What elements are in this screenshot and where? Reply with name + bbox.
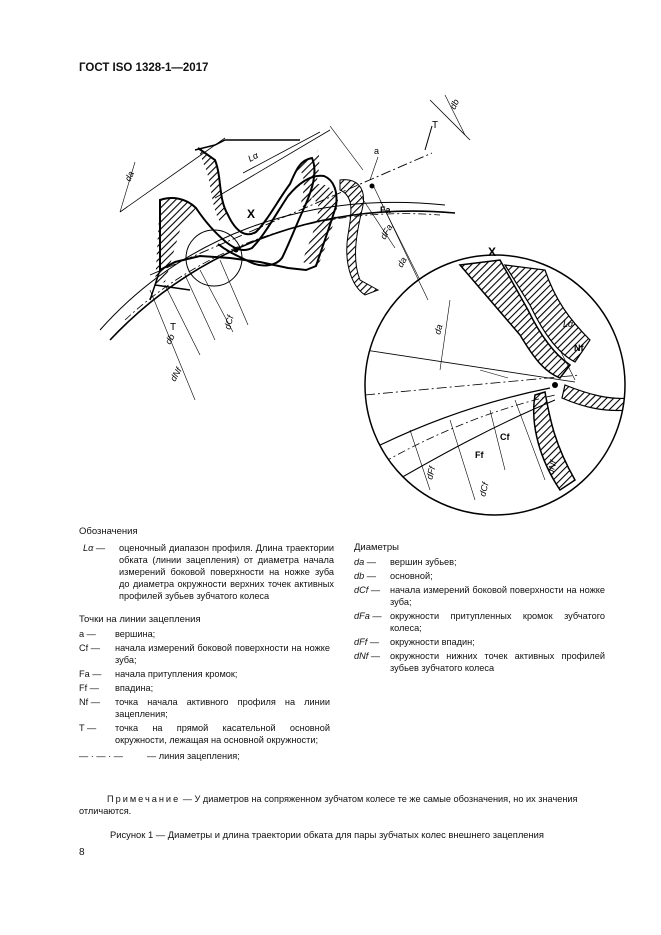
label-dcf-left: dCf [222,314,236,331]
label-da-right: dа [395,255,409,269]
label-db-left: db [163,332,177,346]
list-item: Nf — точка начала активного профиля на линии зацепления; [79,697,330,719]
label-t-left: T [170,322,177,333]
label-fa: Fa [380,205,391,215]
page-number: 8 [79,847,85,858]
label-x-detail: X [488,245,497,259]
list-item: a — вершина; [79,629,156,639]
points-title: Точки на линии зацепления [79,614,201,625]
list-item: dNf — окружности нижних точек активных профилей зубьев зубчатого колеса [354,651,605,673]
legend-la-row [79,542,339,602]
list-item: dFa — окружности притупленных кромок зубчатого колеса; [354,611,605,633]
list-item: Ff — впадина; [79,683,154,693]
upper-gear-hatch-1 [198,148,228,222]
label-x-main: X [247,207,256,221]
label-da-top: dа [122,169,137,183]
list-item: dа — вершин зубьев; [354,557,457,567]
label-db-top: db [447,97,462,111]
label-nf: Nf [574,343,584,353]
label-t-top: T [432,120,439,131]
list-item: dFf — окружности впадин; [354,637,475,647]
label-dcf-detail: dCf [477,481,491,498]
list-item: Fa — начала притупления кромок; [79,669,238,679]
list-item: db — основной; [354,571,433,581]
label-dnf-detail: dNf [545,459,559,476]
points-list [79,628,339,762]
note-label: Примечание [107,794,181,804]
note [79,793,619,817]
note-text: — У диаметров на сопряженном зубчатом колесе те же самые обозначения, но их значения отличаются. [79,794,578,816]
label-dfa-top: dFa [378,222,395,241]
list-item: T — точка на прямой касательной основной окружности, лежащая на основной окружности; [79,723,330,745]
diameters-list [354,556,614,674]
label-cf: Cf [500,432,510,442]
legend-left [79,526,339,762]
diameters-title: Диаметры [354,542,399,553]
label-ff: Ff [475,450,484,460]
line-of-action-symbol: — · — · — [79,751,123,761]
legend-title: Обозначения [79,526,138,537]
legend-la-sym: Lα — [83,543,106,553]
legend-la-text: оценочный диапазон профиля. Длина траектории обката (линии зацепления) от диаметра начала измерений боковой поверхности на ножке зуба до диаметра окружности верхних точек активных профилей зубьев зубчатого колеса [119,543,334,601]
label-da-detail: dа [432,323,445,336]
list-item: Cf — начала измерений боковой поверхности на ножке зуба; [79,643,330,665]
detail-arc-1 [370,388,550,450]
label-la-detail: Lα [563,319,574,329]
label-a: a [374,146,380,156]
document-header: ГОСТ ISO 1328-1—2017 [79,62,209,74]
label-la-top: Lα [246,150,260,164]
legend-right [354,542,614,676]
label-dff-detail: dFf [424,465,438,481]
lower-gear-tooth-right [340,180,378,295]
figure-caption: Рисунок 1 — Диаметры и длина траектории обката для пары зубчатых колес внешнего зацепления [110,829,544,840]
list-item: — · — · — — линия зацепления; [79,751,240,761]
label-dnf-left: dNf [168,365,184,383]
list-item: dCf — начала измерений боковой поверхности на ножке зуба; [354,585,605,607]
detail-tooth-right [562,385,630,411]
